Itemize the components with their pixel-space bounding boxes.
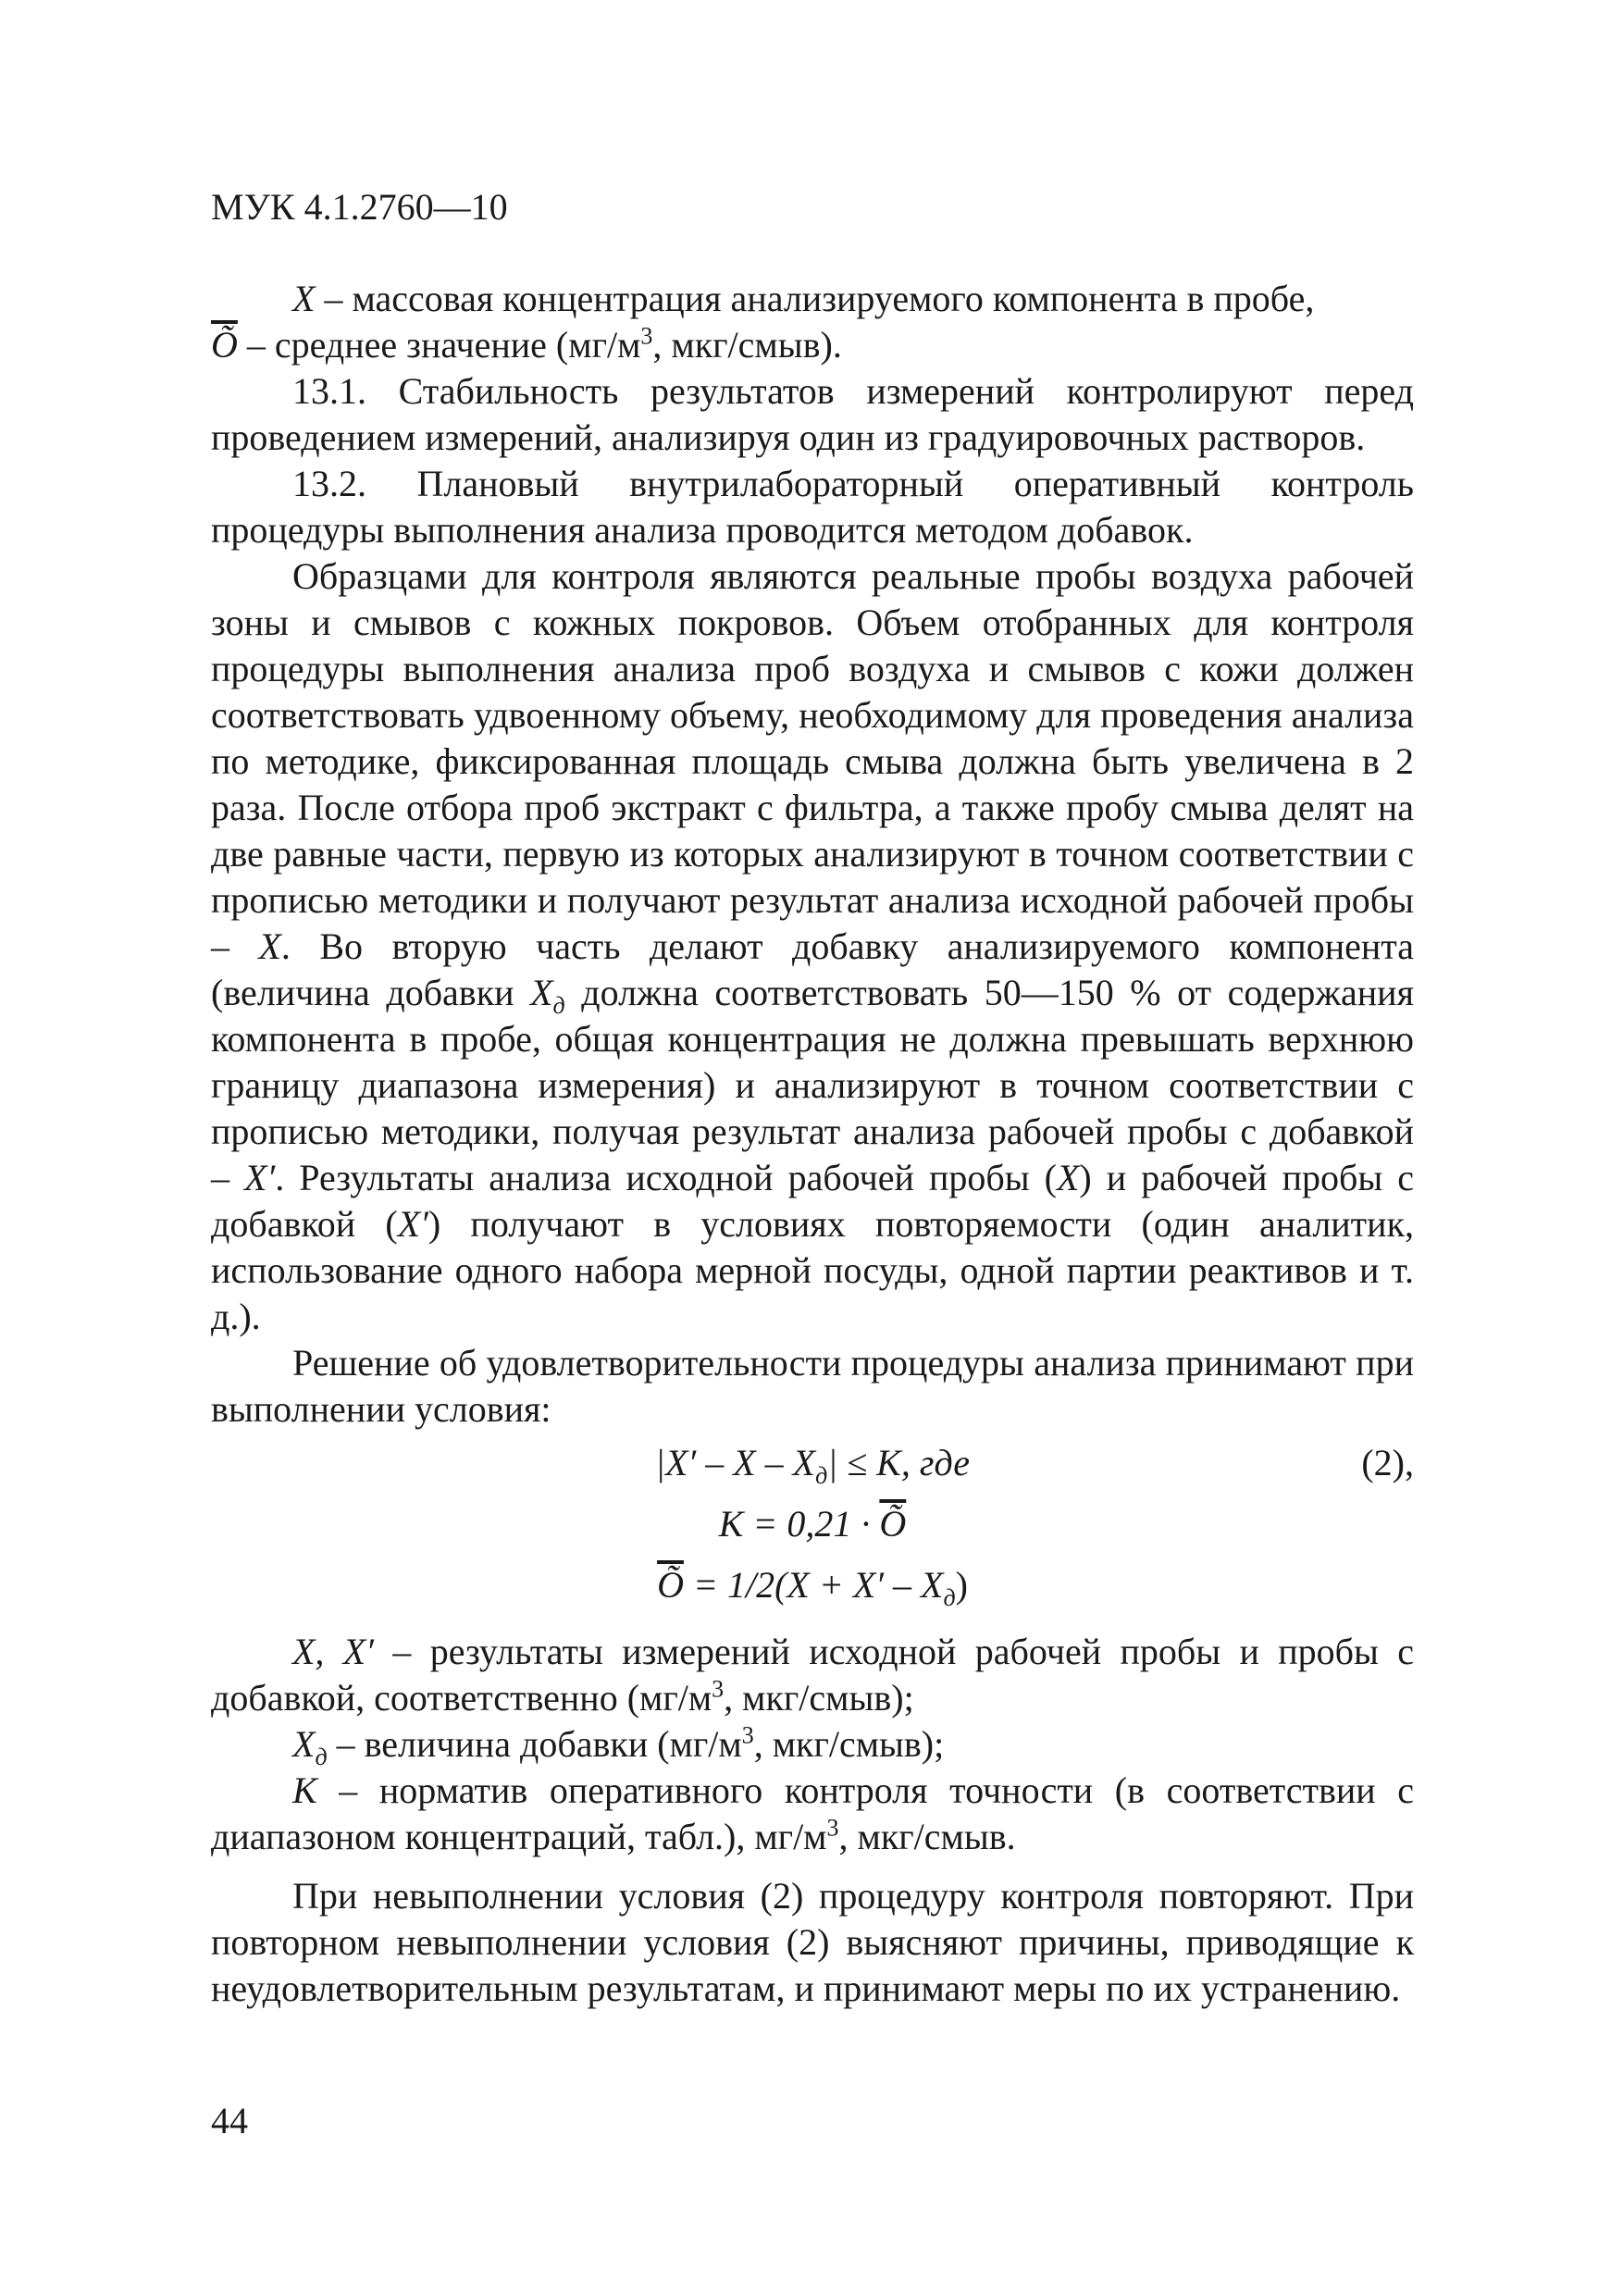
symbol-x: X — [292, 278, 316, 319]
def-mean: $\overline{Õ}$ – среднее значение ($мг/м^3$, мкг/смыв). — [211, 322, 842, 366]
def-x: X – массовая концентрация анализируемого компонента в пробе, — [292, 278, 1315, 319]
where-x: X, X′ – результаты измерений исходной рабочей пробы и пробы с добавкой, соответственно ($мг/м^3$, мкг/смыв); — [211, 1631, 1414, 1719]
paragraph-13-1: 13.1. Стабильность результатов измерений контролируют перед проведением измерений, анализируя один из градуировочных растворов. — [211, 370, 1414, 458]
page-number: 44 — [211, 2100, 248, 2141]
paragraph-final: При невыполнении условия (2) процедуру контроля повторяют. При повторном невыполнении условия (2) выясняют причины, приводящие к неудовлетворительным результатам, и принимают меры по их устранению. — [211, 1875, 1414, 2009]
formula-condition: $|X' - X - X_д| \le K$, где (2), — [655, 1442, 1414, 1489]
paragraph-samples: Образцами для контроля являются реальные пробы воздуха рабочей зоны и смывов с кожных покровов. Объем отобранных для контроля процедуры выполнения анализа проб воздуха и смывов с кожи должен соответствовать удвоенному объему, необходимому для проведения анализа по методике, фиксированная площадь смыва должна быть увеличена в 2 раза. После отбора проб экстракт с фильтра, а также пробу смыва делят на две равные части, первую из которых анализируют в точном соответствии с прописью методики и получают результат анализа исходной рабочей пробы – X. Во вторую часть делают добавку анализируемого компонента (величина добавки $X_д$ должна соответствовать 50—150 % от содержания компонента в пробе, общая концентрация не должна превышать верхнюю границу диапазона измерения) и анализируют в точном соответствии с прописью методики, получая результат анализа рабочей пробы с добавкой – X′. Результаты анализа исходной рабочей пробы (X) и рабочей пробы с добавкой (X′) получают в условиях повторяемости (один аналитик, использование одного набора мерной посуды, одной партии реактивов и т. д.). — [211, 555, 1414, 1337]
where-xd: $X_д$ – величина добавки ($мг/м^3$, мкг/смыв); — [292, 1721, 945, 1770]
where-k: K – норматив оперативного контроля точности (в соответствии с диапазоном концентраций, табл.), $мг/м^3$, мкг/смыв. — [211, 1769, 1414, 1857]
formula-k: $K = 0,21 \cdot \overline{Õ}$ — [718, 1503, 907, 1545]
document-code: МУК 4.1.2760—10 — [211, 186, 508, 228]
paragraph-decision: Решение об удовлетворительности процедуры анализа принимают при выполнении условия: — [211, 1342, 1414, 1430]
page-body — [211, 276, 1414, 2012]
paragraph-13-2: 13.2. Плановый внутрилабораторный оперативный контроль процедуры выполнения анализа проводится методом добавок. — [211, 463, 1414, 551]
formula-mean: $\overline{Õ} = 1/2(X + X' - X_д)$ — [657, 1564, 968, 1611]
formula-number: (2), — [1361, 1442, 1414, 1483]
symbol-mean: $\overline{Õ}$ — [211, 324, 238, 366]
